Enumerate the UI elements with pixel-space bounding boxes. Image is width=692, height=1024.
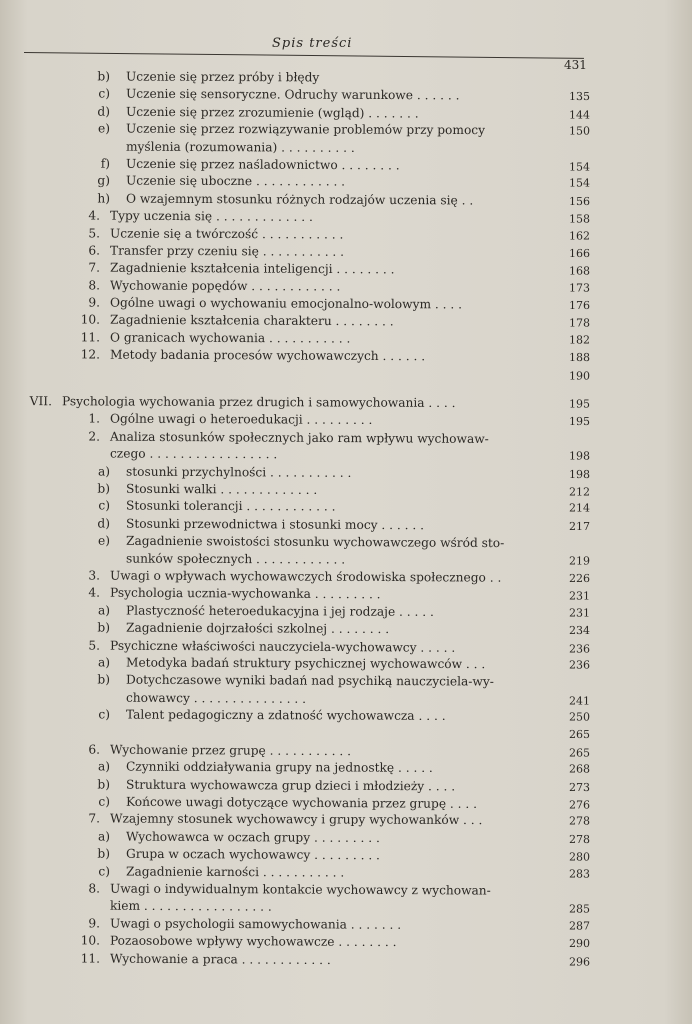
toc-entry-number: 11.	[80, 951, 101, 966]
running-head	[0, 30, 692, 70]
toc-entry-title: O granicach wychowania . . . . . . . . . . .	[109, 330, 351, 346]
running-head-title: Spis treści	[272, 36, 353, 51]
toc-entry-title: Psychiczne właściwości nauczyciela-wychowawcy . . . . .	[109, 638, 456, 655]
toc-entry-page: 198	[568, 449, 591, 463]
toc-entry	[0, 950, 692, 972]
toc-entry-title: myślenia (rozumowania) . . . . . . . . . .	[125, 139, 355, 155]
page-number: 431	[564, 58, 587, 72]
toc-entry-page: 190	[568, 369, 591, 383]
toc-entry-title: Zagadnienie swoistości stosunku wychowawczego wśród sto-	[125, 533, 505, 551]
toc-entry-page: 173	[568, 281, 591, 295]
toc-entry-title: Ogólne uwagi o wychowaniu emocjonalno-wolowym . . . .	[109, 295, 463, 312]
toc-entry-page: 278	[568, 814, 591, 828]
toc-entry-number: g)	[97, 173, 111, 188]
toc-entry-page: 219	[568, 554, 591, 568]
toc-entry-title: Uczenie się przez próby i błędy	[125, 69, 320, 85]
toc-entry	[0, 364, 692, 386]
toc-entry-title: Końcowe uwagi dotyczące wychowania przez grupę . . . .	[125, 794, 478, 811]
toc-entry-page: 214	[568, 501, 591, 515]
toc-entry-number: 8.	[88, 881, 101, 896]
toc-entry-page: 156	[568, 194, 591, 208]
toc-entry-page: 182	[568, 333, 591, 347]
toc-entry-number: 4.	[88, 208, 101, 223]
toc-entry-number: 11.	[80, 330, 101, 345]
toc-entry-number: c)	[98, 794, 111, 809]
toc-entry-page: 280	[568, 850, 591, 864]
toc-entry-title: Stosunki walki . . . . . . . . . . . . .	[125, 481, 318, 497]
toc-entry-page: 195	[568, 397, 591, 411]
toc-entry-title: Pozaosobowe wpływy wychowawcze . . . . . . . .	[109, 933, 397, 950]
toc-entry-page: 144	[568, 108, 591, 122]
toc-entry-page: 234	[568, 624, 591, 638]
toc-entry-number: 9.	[88, 295, 101, 310]
toc-entry-title: Dotychczasowe wyniki badań nad psychiką nauczyciela-wy-	[125, 672, 494, 689]
toc-entry-title: sunków społecznych . . . . . . . . . . . .	[125, 551, 346, 567]
toc-entry-title: Struktura wychowawcza grup dzieci i młodzieży . . . .	[125, 777, 456, 794]
toc-entry-number: b)	[97, 846, 111, 861]
toc-entry-number: VII.	[29, 394, 53, 409]
toc-entry-number: 9.	[88, 916, 101, 931]
toc-entry-page: 135	[568, 90, 591, 104]
toc-entry-page: 296	[568, 955, 591, 969]
toc-entry-page: 283	[568, 867, 591, 881]
toc-entry-title: Transfer przy czeniu się . . . . . . . . . . .	[109, 243, 345, 259]
toc-entry-title: Czynniki oddziaływania grupy na jednostkę . . . . .	[125, 759, 433, 776]
toc-entry-number: 7.	[88, 811, 101, 826]
toc-entry-page: 166	[568, 246, 591, 260]
toc-entry-number: a)	[97, 603, 111, 618]
toc-entry-title: Metodyka badań struktury psychicznej wychowawców . . .	[125, 655, 486, 672]
toc-entry-number: c)	[98, 864, 111, 879]
toc-entry-title: kiem . . . . . . . . . . . . . . . . .	[109, 899, 272, 915]
toc-entry-title: Uczenie się przez rozwiązywanie problemów przy pomocy	[125, 121, 486, 138]
toc-entry-page: 276	[568, 798, 591, 812]
toc-entry-title: Wychowanie popędów . . . . . . . . . . . .	[109, 278, 341, 294]
toc-entry-number: b)	[97, 777, 111, 792]
toc-entry-page: 150	[568, 124, 591, 138]
toc-entry-page: 236	[568, 658, 591, 672]
toc-entry-page: 285	[568, 902, 591, 916]
toc-entry-title: Uczenie się przez naśladownictwo . . . . . . . .	[125, 156, 400, 173]
toc-entry-title: stosunki przychylności . . . . . . . . . . .	[125, 464, 352, 480]
toc-entry-title: czego . . . . . . . . . . . . . . . . .	[109, 446, 278, 462]
toc-entry-title: Uczenie się a twórczość . . . . . . . . . . .	[109, 225, 344, 242]
toc-entry-title: Uwagi o wpływach wychowawczych środowiska społecznego . .	[109, 568, 502, 585]
toc-entry-number: 5.	[88, 638, 101, 653]
toc-entry-page: 212	[568, 485, 591, 499]
toc-entry-number: d)	[97, 104, 111, 119]
toc-entry-title: Stosunki tolerancji . . . . . . . . . . . .	[125, 498, 336, 514]
toc-entry-number: 4.	[88, 585, 101, 600]
toc-entry-title: Grupa w oczach wychowawcy . . . . . . . . .	[125, 846, 381, 863]
toc-entry-title: Analiza stosunków społecznych jako ram wpływu wychowaw-	[109, 429, 489, 446]
toc-entry-number: 5.	[88, 225, 101, 240]
toc-entry-title: Stosunki przewodnictwa i stosunki mocy . . . . . .	[125, 516, 425, 532]
toc-entry-title: Uwagi o psychologii samowychowania . . . . . . .	[109, 916, 402, 932]
toc-entry-title: Uczenie się przez zrozumienie (wgląd) . . . . . . .	[125, 104, 419, 121]
toc-entry-number: 10.	[80, 312, 101, 328]
toc-entry-page: 178	[568, 316, 591, 331]
toc-entry-number: c)	[98, 707, 111, 722]
toc-entry	[0, 120, 692, 140]
toc-entry-number: 1.	[88, 411, 101, 426]
toc-entry-number: b)	[97, 481, 111, 496]
toc-entry-title: Wychowanie przez grupę . . . . . . . . . . .	[109, 742, 352, 758]
toc-entry-number: 6.	[88, 742, 101, 757]
toc-entry-title: Psychologia ucznia-wychowanka . . . . . . . . .	[109, 586, 381, 602]
toc-entry-page: 198	[568, 467, 591, 481]
toc-entry-page: 278	[568, 832, 591, 846]
toc-entry-page: 188	[568, 351, 591, 365]
toc-entry-number: 12.	[80, 347, 101, 362]
toc-entry-page: 158	[568, 212, 591, 226]
toc-entry-title: chowawcy . . . . . . . . . . . . . . .	[125, 690, 307, 706]
toc-entry-page: 241	[568, 694, 591, 708]
toc-entry-page: 217	[568, 519, 591, 533]
toc-entry-number: a)	[97, 655, 111, 670]
toc-entry-title: O wzajemnym stosunku różnych rodzajów uczenia się . .	[125, 191, 474, 208]
toc-entry-number: e)	[97, 533, 111, 548]
toc-entry-title: Uczenie się sensoryczne. Odruchy warunkowe . . . . . .	[125, 87, 460, 103]
toc-entry-title: Metody badania procesów wychowawczych . . . . . .	[109, 347, 426, 364]
toc-entry-page: 236	[568, 641, 591, 656]
toc-entry-page: 162	[568, 228, 591, 243]
toc-entry-page: 168	[568, 264, 591, 278]
toc-entry-page: 287	[568, 919, 591, 933]
toc-entry-page: 273	[568, 780, 591, 794]
toc-entry-number: b)	[97, 69, 111, 84]
toc-entry-page: 226	[568, 571, 591, 586]
toc-entry-page: 154	[568, 176, 591, 190]
toc-entry-number: a)	[97, 464, 111, 479]
toc-entry-page: 268	[568, 762, 591, 776]
toc-entry-page: 176	[568, 299, 591, 313]
table-of-contents	[0, 68, 692, 967]
toc-entry-page: 290	[568, 937, 591, 951]
toc-entry-number: a)	[97, 759, 111, 774]
toc-entry-number: d)	[97, 516, 111, 531]
toc-entry-page: 265	[568, 728, 591, 742]
toc-entry-number: 6.	[88, 243, 101, 258]
toc-entry-title: Psychologia wychowania przez drugich i samowychowania . . . .	[61, 394, 456, 411]
toc-entry-title: Plastyczność heteroedukacyjna i jej rodzaje . . . . .	[125, 603, 434, 619]
toc-entry-number: e)	[98, 121, 111, 136]
toc-entry-number: 3.	[88, 568, 101, 583]
toc-entry-title: Wychowanie a praca . . . . . . . . . . . .	[109, 951, 331, 967]
toc-entry-title: Zagadnienie kształcenia inteligencji . . . . . . . .	[109, 260, 395, 277]
toc-entry-number: 8.	[88, 278, 101, 293]
toc-entry-number: c)	[98, 86, 111, 101]
toc-entry-title: Zagadnienie dojrzałości szkolnej . . . . . . . .	[125, 620, 390, 637]
toc-entry-page: 265	[568, 746, 591, 760]
toc-entry-number: b)	[97, 672, 111, 687]
toc-entry-title: Uczenie się uboczne . . . . . . . . . . . .	[125, 173, 346, 189]
toc-entry-title: Zagadnienie kształcenia charakteru . . . . . . . .	[109, 313, 394, 329]
toc-entry-page: 250	[568, 710, 591, 724]
toc-entry-number: c)	[98, 498, 111, 513]
toc-entry-number: b)	[97, 620, 111, 635]
toc-entry-page: 231	[568, 589, 591, 603]
toc-entry-number: 2.	[88, 429, 101, 444]
toc-entry-title: Uwagi o indywidualnym kontakcie wychowawcy z wychowan-	[109, 881, 491, 898]
toc-entry-title: Talent pedagogiczny a zdatność wychowawcza . . . .	[125, 707, 446, 724]
toc-entry-title: Zagadnienie karności . . . . . . . . . . .	[125, 864, 345, 880]
toc-entry-page: 231	[568, 606, 591, 620]
header-rule	[24, 52, 584, 59]
toc-entry-page: 195	[568, 415, 591, 429]
toc-entry-title: Ogólne uwagi o heteroedukacji . . . . . . . . .	[109, 411, 373, 428]
toc-entry-title: Wychowawca w oczach grupy . . . . . . . . .	[125, 829, 380, 845]
toc-entry-title: Typy uczenia się . . . . . . . . . . . . .	[109, 208, 313, 225]
toc-entry-number: 10.	[80, 933, 101, 948]
toc-entry-number: a)	[97, 829, 111, 844]
toc-entry-page: 154	[568, 160, 591, 174]
toc-entry-number: f)	[100, 156, 111, 171]
toc-entry-number: h)	[97, 191, 111, 206]
toc-entry-number: 7.	[88, 260, 101, 275]
toc-entry-title: Wzajemny stosunek wychowawcy i grupy wychowanków . . .	[109, 811, 483, 828]
